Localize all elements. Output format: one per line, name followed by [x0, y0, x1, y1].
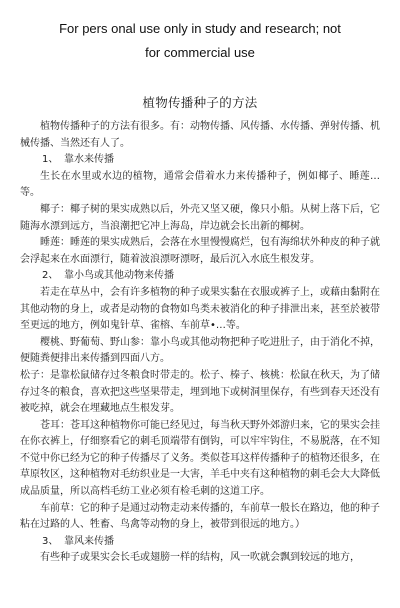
paragraph: 若走在草丛中，会有许多植物的种子或果实黏在衣服或裤子上，或藉由黏附在其他动物的身上，或者是动物的食物如鸟类未被消化的种子排泄出来，甚至於被带至更远的地方，例如鬼针草、雀榕、车前草•…等。 — [20, 286, 380, 332]
section-title: 靠水来传播 — [64, 154, 114, 166]
paragraph: 椰子：椰子树的果实成熟以后，外壳又坚又硬，像只小船。从树上落下后，它随海水漂到远方，当浪潮把它冲上海岛，岸边就会长出新的椰树。 — [20, 203, 380, 232]
section-title: 靠小鸟或其他动物来传播 — [64, 270, 174, 282]
document-title: 植物传播种子的方法 — [142, 95, 258, 110]
section-number: 1、 — [42, 154, 59, 166]
paragraph: 睡莲：睡莲的果实成熟后，会落在水里慢慢腐烂，包有海绵状外种皮的种子就会浮起来在水面漂行，随着波浪漂呀漂呀，最后沉入水底生根发芽。 — [20, 237, 380, 265]
paragraph: 生长在水里或水边的植物，通常会借着水力来传播种子，例如椰子、睡莲…等。 — [20, 170, 380, 199]
intro-paragraph: 植物传播种子的方法有很多。有：动物传播、风传播、水传播、弹射传播、机械传播、当然还有人了。 — [20, 121, 380, 149]
watermark-line-2: for commercial use — [145, 45, 255, 60]
section-number: 2、 — [42, 270, 59, 282]
section-number: 3、 — [42, 535, 59, 547]
watermark-notice — [20, 17, 380, 65]
section-heading-water — [20, 152, 380, 169]
paragraph: 有些种子或果实会长毛或翅膀一样的结构，风一吹就会飘到较远的地方， — [40, 552, 360, 564]
watermark-line-1: For pers onal use only in study and research; not — [59, 21, 341, 36]
section-heading-animals — [20, 268, 380, 285]
section-heading-wind — [20, 534, 380, 551]
paragraph: 苍耳：苍耳这种植物你可能已经见过，每当秋天野外郊游归来，它的果实会挂在你衣裤上，仔细察看它的刺毛顶端带有倒钩，可以牢牢钩住，不易脱落，在不知不觉中你已经为它的种子传播尽了义务。类似苍耳这样传播种子的植物还很多，在草原牧区，这种植物对毛纺织业是一大害，羊毛中夹有这种植物的刺毛会大大降低成品质量，所以高档毛纺工业必须有检毛刺的这道工序。 — [20, 419, 380, 498]
paragraph: 松子：是靠松鼠储存过冬粮食时带走的。松子、榛子、核桃：松鼠在秋天，为了储存过冬的粮食，喜欢把这些坚果带走，埋到地下或树洞里保存，有些到春天还没有被吃掉，就会在埋藏地点生根发芽。 — [20, 369, 380, 415]
paragraph: 车前草：它的种子是通过动物走动来传播的，车前草一般长在路边，他的种子粘在过路的人、牲畜、鸟禽等动物的身上，被带到很远的地方。） — [20, 502, 380, 531]
paragraph: 樱桃、野葡萄、野山参：靠小鸟或其他动物把种子吃进肚子，由于消化不掉，便随粪便排出来传播到四面八方。 — [20, 336, 380, 365]
section-title: 靠风来传播 — [64, 535, 114, 547]
